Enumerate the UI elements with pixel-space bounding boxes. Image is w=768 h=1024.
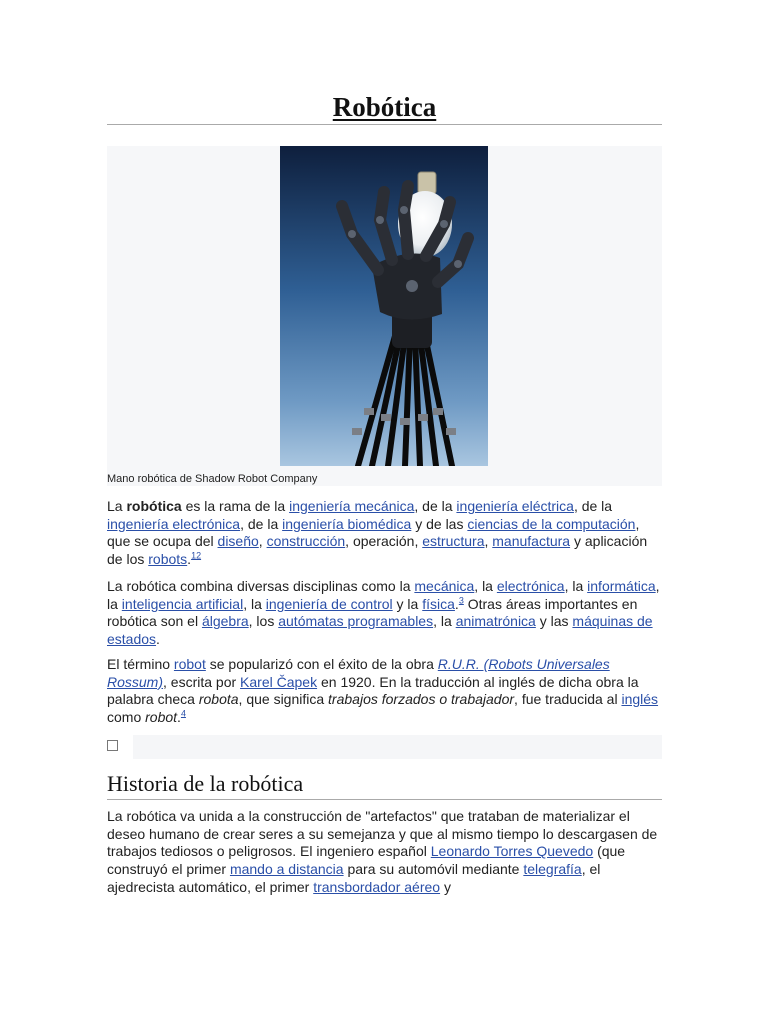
link-ingenieria-electrica[interactable]: ingeniería eléctrica <box>456 498 574 514</box>
link-animatronica[interactable]: animatrónica <box>455 613 536 630</box>
link-informatica[interactable]: informática <box>587 578 656 594</box>
link-ingenieria-mecanica[interactable]: ingeniería mecánica <box>289 498 415 514</box>
term-robota: robota <box>198 691 239 708</box>
p1-text: , operación, <box>345 533 423 550</box>
p2-text: , los <box>248 613 279 630</box>
reference-link[interactable]: 4 <box>180 708 186 719</box>
p3-text: como <box>107 709 146 726</box>
link-ingenieria-biomedica[interactable]: ingeniería biomédica <box>282 515 412 532</box>
disciplines-paragraph <box>107 578 662 649</box>
reference-link[interactable]: 3 <box>458 595 464 606</box>
p1-text: , <box>258 533 267 550</box>
p3-text: El término <box>107 656 174 672</box>
link-ingenieria-electronica[interactable]: ingeniería electrónica <box>107 515 241 532</box>
link-maquinas-estados[interactable]: máquinas de estados <box>107 613 653 648</box>
link-torres-quevedo[interactable]: Leonardo Torres Quevedo <box>430 843 594 860</box>
reference-link[interactable]: 12 <box>191 550 202 561</box>
p1-text: La <box>107 498 127 514</box>
p1-text: , de la <box>414 498 457 514</box>
p2-text: Otras áreas importantes en robótica son el <box>107 595 638 630</box>
link-ciencias-computacion[interactable]: ciencias de la computación <box>467 515 636 532</box>
figure-caption: Mano robótica de Shadow Robot Company <box>107 473 318 485</box>
history-text: La robótica va unida a la construcción de "artefactos" que trataban de materializar el deseo humano de crear seres a su semejanza y que al mismo tiempo lo descargasen de trabajos tediosos o peligrosos. El ingeniero español <box>107 808 658 860</box>
link-mecanica[interactable]: mecánica <box>414 578 475 594</box>
section-divider <box>107 799 662 800</box>
p2-text: . <box>454 595 459 612</box>
link-telegrafia[interactable]: telegrafía <box>523 861 582 878</box>
p1-text: , <box>484 533 493 550</box>
p2-text: y la <box>392 595 423 612</box>
link-automatas-programables[interactable]: autómatas programables <box>278 613 434 630</box>
p1-text: es la rama de la <box>181 498 290 514</box>
term-origin-paragraph <box>107 656 662 727</box>
p2-text: , la <box>107 578 660 612</box>
link-karel-capek[interactable]: Karel Čapek <box>240 673 318 690</box>
section-heading: Historia de la robótica <box>107 771 304 796</box>
image-placeholder <box>133 735 662 759</box>
link-construccion[interactable]: construcción <box>266 533 346 550</box>
p1-text: , de la <box>240 515 283 532</box>
history-paragraph <box>107 808 662 897</box>
p2-text: , la <box>433 613 456 630</box>
history-text: , el ajedrecista automático, el primer <box>107 861 601 895</box>
link-transbordador-aereo[interactable]: transbordador aéreo <box>313 878 441 895</box>
p2-text: , la <box>243 595 266 612</box>
title-divider <box>107 124 662 125</box>
p1-text: . <box>187 551 192 568</box>
term-robot: robot <box>145 709 178 726</box>
term-robotica: robótica <box>126 498 182 514</box>
p1-text: y de las <box>411 515 468 532</box>
p2-text: . <box>156 631 160 648</box>
p1-text: , que se ocupa del <box>107 515 640 550</box>
p3-text: se popularizó con el éxito de la obra <box>205 656 438 672</box>
term-meaning: trabajos forzados o trabajador <box>328 691 515 708</box>
link-ingenieria-control[interactable]: ingeniería de control <box>265 595 393 612</box>
broken-image-icon <box>107 740 118 751</box>
link-manufactura[interactable]: manufactura <box>492 533 571 550</box>
history-text: (que construyó el primer <box>107 843 626 878</box>
link-inteligencia-artificial[interactable]: inteligencia artificial <box>121 595 244 612</box>
page-title: Robótica <box>332 92 437 122</box>
figure <box>107 146 662 486</box>
p3-text: , que significa <box>238 691 329 708</box>
link-estructura[interactable]: estructura <box>422 533 485 550</box>
p2-text: , la <box>564 578 588 594</box>
link-ingles[interactable]: inglés <box>621 691 659 708</box>
p3-text: , fue traducida al <box>514 691 622 708</box>
p3-text: en 1920. En la traducción al inglés de dicha obra la palabra checa <box>107 673 639 708</box>
p3-text: . <box>177 709 181 726</box>
link-robots[interactable]: robots <box>148 551 188 568</box>
link-algebra[interactable]: álgebra <box>201 613 249 630</box>
p2-text: La robótica combina diversas disciplinas como la <box>107 578 415 594</box>
link-robot[interactable]: robot <box>173 656 206 672</box>
link-rur[interactable]: R.U.R. (Robots Universales Rossum) <box>107 656 610 690</box>
history-text: para su automóvil mediante <box>343 861 524 878</box>
p3-text: , escrita por <box>163 673 241 690</box>
link-mando-distancia[interactable]: mando a distancia <box>229 861 344 878</box>
p1-text: y aplicación de los <box>107 533 648 568</box>
p2-text: , la <box>474 578 497 594</box>
link-diseno[interactable]: diseño <box>217 533 259 550</box>
history-text: y <box>440 878 451 895</box>
p1-text: , de la <box>573 498 613 514</box>
link-electronica[interactable]: electrónica <box>496 578 565 594</box>
p2-text: y las <box>535 613 573 630</box>
intro-paragraph <box>107 498 662 569</box>
link-fisica[interactable]: física <box>422 595 455 612</box>
robotic-hand-image <box>280 146 488 466</box>
